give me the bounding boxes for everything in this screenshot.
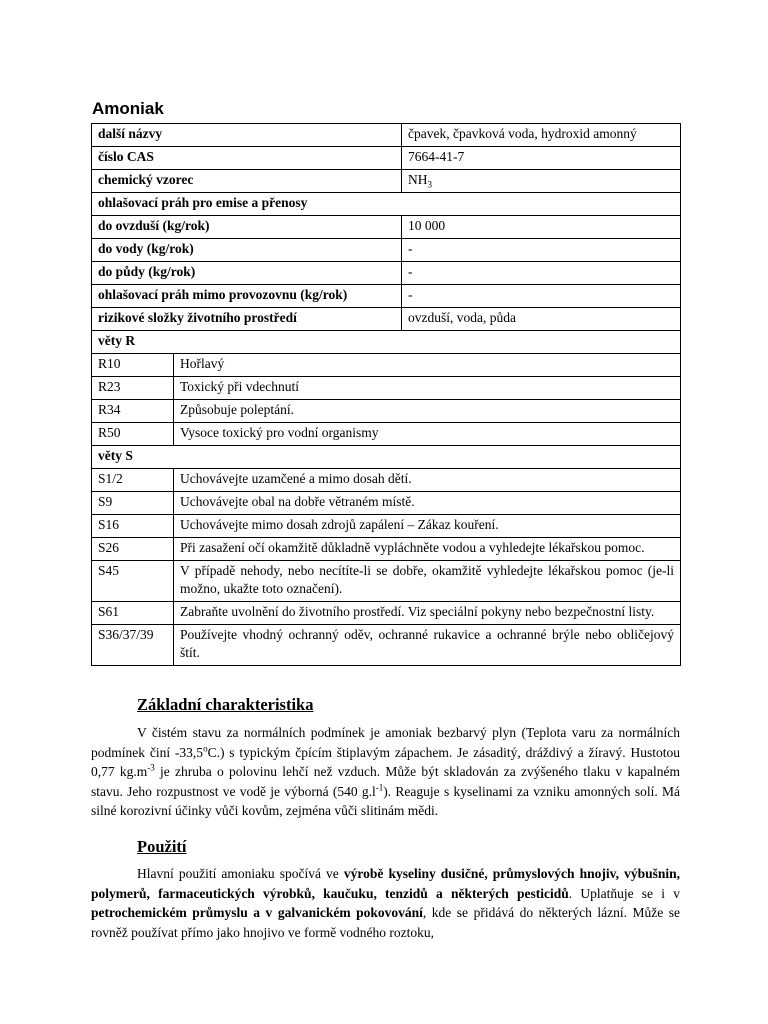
- substance-properties-table: [91, 123, 681, 666]
- phrase-text: Toxický při vdechnutí: [174, 377, 681, 400]
- table-row: [92, 423, 681, 446]
- phrase-code: S16: [92, 515, 174, 538]
- phrase-text: Zabraňte uvolnění do životního prostředí. Viz speciální pokyny nebo bezpečnostní listy.: [174, 602, 681, 625]
- table-row: [92, 216, 681, 239]
- section-row: [92, 446, 681, 469]
- row-label: do vody (kg/rok): [92, 239, 402, 262]
- text-run: V čistém stavu za normálních podmínek je amoniak bezbarvý plyn (Teplota varu za normálních podmínek činí -33,5: [91, 725, 680, 760]
- phrase-text: Hořlavý: [174, 354, 681, 377]
- table-row: [92, 538, 681, 561]
- phrase-code: S45: [92, 561, 174, 602]
- bold-text-run: petrochemickém průmyslu a v galvanickém pokovování: [91, 905, 423, 921]
- row-label: do ovzduší (kg/rok): [92, 216, 402, 239]
- table-row: [92, 469, 681, 492]
- phrase-code: R50: [92, 423, 174, 446]
- basic-characteristics-paragraph: [91, 723, 680, 821]
- phrase-code: S61: [92, 602, 174, 625]
- basic-characteristics-heading: Základní charakteristika: [137, 695, 314, 714]
- table-row: [92, 515, 681, 538]
- phrase-text: Uchovávejte mimo dosah zdrojů zapálení – Zákaz kouření.: [174, 515, 681, 538]
- table-row: [92, 170, 681, 193]
- usage-heading: Použití: [137, 837, 187, 856]
- text-run: Hlavní použití amoniaku spočívá ve: [137, 866, 344, 881]
- formula-base: NH: [408, 172, 428, 187]
- table-row: [92, 239, 681, 262]
- exponent-superscript: -3: [147, 762, 155, 773]
- table-row: [92, 625, 681, 666]
- phrase-text: V případě nehody, nebo necítíte-li se dobře, okamžitě vyhledejte lékařskou pomoc (je-li možno, ukažte toto označení).: [174, 561, 681, 602]
- chemical-formula: [402, 170, 681, 193]
- table-row: [92, 400, 681, 423]
- row-value: -: [402, 239, 681, 262]
- text-run: . Uplatňuje se i v: [568, 885, 680, 901]
- row-label: číslo CAS: [92, 147, 402, 170]
- text-run: , kde se přidává do některých lázní. Může se rovněž používat přímo jako hnojivo ve formě vodného roztoku,: [91, 905, 680, 940]
- table-row: [92, 377, 681, 400]
- phrase-code: R10: [92, 354, 174, 377]
- table-row: [92, 561, 681, 602]
- row-label: do půdy (kg/rok): [92, 262, 402, 285]
- row-value: čpavek, čpavková voda, hydroxid amonný: [402, 124, 681, 147]
- row-label: ohlašovací práh mimo provozovnu (kg/rok): [92, 285, 402, 308]
- usage-paragraph: [91, 864, 680, 942]
- row-value: 7664-41-7: [402, 147, 681, 170]
- row-label: rizikové složky životního prostředí: [92, 308, 402, 331]
- phrase-code: S1/2: [92, 469, 174, 492]
- text-run: je zhruba o polovinu lehčí než vzduch. Může být skladován za zvýšeného tlaku v kapalném stavu. Jeho rozpustnost ve vodě je výborná (540 g.l: [91, 764, 680, 799]
- phrase-text: Uchovávejte uzamčené a mimo dosah dětí.: [174, 469, 681, 492]
- table-row: [92, 354, 681, 377]
- row-value: -: [402, 285, 681, 308]
- table-row: [92, 147, 681, 170]
- phrase-code: S26: [92, 538, 174, 561]
- text-run: ). Reaguje s kyselinami za vzniku amonných solí. Má silné korozivní účinky vůči kovům, zejména vůči slitinám mědi.: [91, 783, 681, 819]
- table-row: [92, 492, 681, 515]
- phrase-text: Vysoce toxický pro vodní organismy: [174, 423, 681, 446]
- row-label: další názvy: [92, 124, 402, 147]
- table-row: [92, 124, 681, 147]
- row-value: 10 000: [402, 216, 681, 239]
- table-row: [92, 285, 681, 308]
- thresholds-heading: ohlašovací práh pro emise a přenosy: [92, 193, 681, 216]
- phrase-text: Používejte vhodný ochranný oděv, ochranné rukavice a ochranné brýle nebo obličejový štít.: [174, 625, 681, 666]
- table-row: [92, 602, 681, 625]
- section-row: [92, 193, 681, 216]
- phrase-code: R34: [92, 400, 174, 423]
- bold-text-run: výrobě kyseliny dusičné, průmyslových hnojiv, výbušnin, polymerů, farmaceutických výrobků, kaučuku, tenzidů a některých pesticidů: [91, 866, 680, 901]
- degree-superscript: o: [203, 743, 208, 754]
- text-run: C.) s typickým čpícím štiplavým zápachem. Je zásaditý, dráždivý a žíravý. Hustotou 0,77 kg.m: [91, 744, 680, 780]
- phrase-text: Při zasažení očí okamžitě důkladně vypláchněte vodou a vyhledejte lékařskou pomoc.: [174, 538, 681, 561]
- row-value: -: [402, 262, 681, 285]
- table-row: [92, 308, 681, 331]
- phrase-text: Uchovávejte obal na dobře větraném místě.: [174, 492, 681, 515]
- row-label: chemický vzorec: [92, 170, 402, 193]
- section-row: [92, 331, 681, 354]
- page-title: Amoniak: [92, 99, 164, 118]
- phrase-code: S9: [92, 492, 174, 515]
- phrase-code: R23: [92, 377, 174, 400]
- s-phrases-heading: věty S: [92, 446, 681, 469]
- phrase-code: S36/37/39: [92, 625, 174, 666]
- row-value: ovzduší, voda, půda: [402, 308, 681, 331]
- phrase-text: Způsobuje poleptání.: [174, 400, 681, 423]
- formula-subscript: 3: [427, 179, 433, 190]
- r-phrases-heading: věty R: [92, 331, 681, 354]
- table-row: [92, 262, 681, 285]
- exponent-superscript: -1: [375, 782, 384, 793]
